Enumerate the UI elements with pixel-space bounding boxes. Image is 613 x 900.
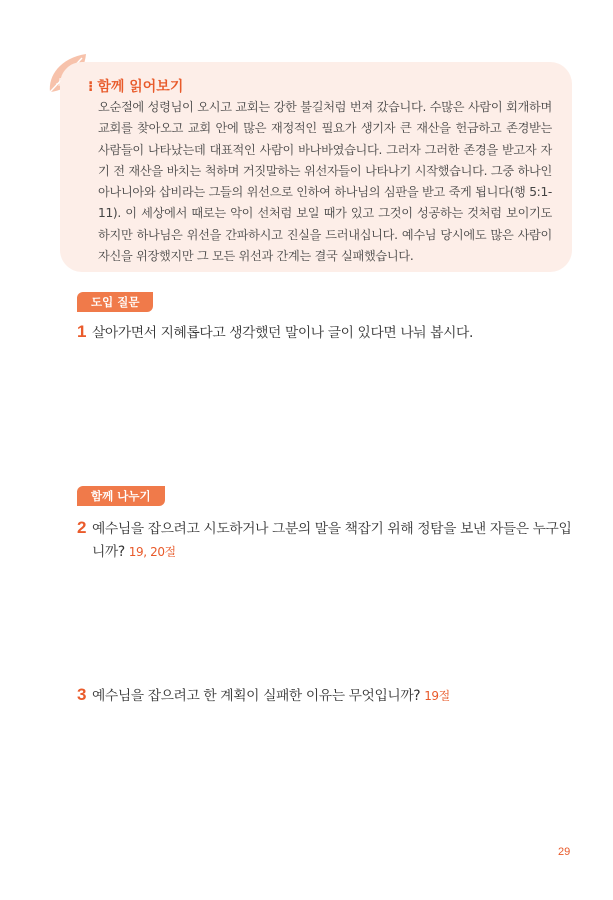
- read-together-body: 오순절에 성령님이 오시고 교회는 강한 불길처럼 번져 갔습니다. 수많은 사람이 회개하며 교회를 찾아오고 교회 안에 많은 재정적인 필요가 생기자 큰 재산을 헌금하고 존경받는 사람들이 나타났는데 대표적인 사람이 바나바였습니다. 그러자 그러한 존경을 받고자 자기 전 재산을 바치는 척하며 거짓말하는 위선자들이 나타나기 시작했습니다. 그중 하나인 아나니아와 삽비라는 그들의 위선으로 인하여 하나님의 심판을 받고 죽게 됩니다(행 5:1-11). 이 세상에서 때로는 악이 선처럼 보일 때가 있고 그것이 성공하는 것처럼 보이기도 하지만 하나님은 위선을 간파하시고 진실을 드러내십니다. 예수님 당시에도 많은 사람이 자신을 위장했지만 그 모든 위선과 간계는 결국 실패했습니다.: [98, 100, 552, 264]
- share-together-tag: 함께 나누기: [77, 486, 165, 506]
- question-1-text: 살아가면서 지혜롭다고 생각했던 말이나 글이 있다면 나눠 봅시다.: [92, 325, 473, 341]
- question-2: [77, 518, 577, 564]
- question-2-text: 예수님을 잡으려고 시도하거나 그분의 말을 책잡기 위해 정탐을 보낸 자들은 누구입니까?: [92, 521, 572, 560]
- question-2-number: 2: [77, 518, 87, 537]
- dots-icon: ⁝: [88, 79, 94, 95]
- question-3-body: [77, 685, 577, 708]
- intro-question-tag: 도입 질문: [77, 292, 153, 312]
- question-3-text: 예수님을 잡으려고 한 계획이 실패한 이유는 무엇입니까?: [92, 688, 421, 704]
- question-1: [77, 322, 577, 345]
- question-3-reference: 19절: [424, 689, 450, 703]
- read-together-title-text: 함께 읽어보기: [97, 79, 184, 95]
- question-3: [77, 685, 577, 708]
- read-together-title: [88, 76, 183, 96]
- question-2-reference: 19, 20절: [128, 545, 176, 559]
- page-number: 29: [558, 846, 571, 858]
- question-2-body: [77, 518, 577, 564]
- question-1-number: 1: [77, 322, 87, 341]
- question-3-number: 3: [77, 685, 87, 704]
